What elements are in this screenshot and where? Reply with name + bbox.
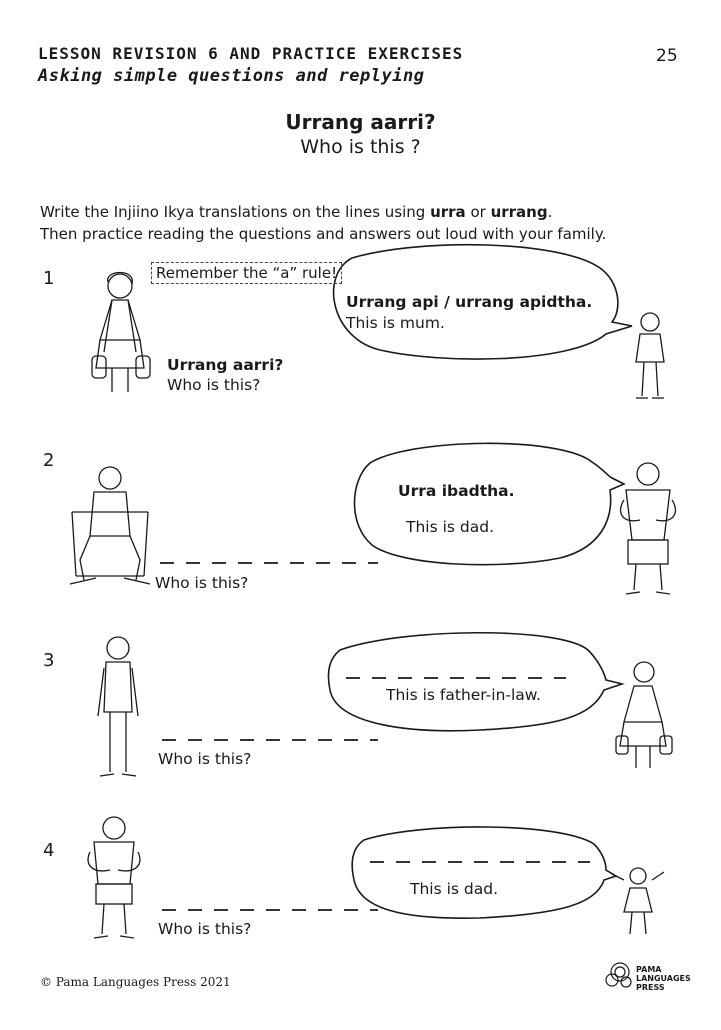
lesson-subheading: Asking simple questions and replying <box>38 66 425 86</box>
exercise-4-question: Who is this? <box>158 920 252 938</box>
logo-line: PRESS <box>636 983 665 992</box>
exercise-1-answer-bold: Urrang api / urrang apidtha. <box>346 293 593 311</box>
exercise-1-question-bold: Urrang aarri? <box>167 356 284 374</box>
speech-bubble-4 <box>352 827 616 918</box>
exercise-2-question: Who is this? <box>155 574 249 592</box>
page-number: 25 <box>656 46 678 66</box>
page-subtitle: Who is this ? <box>300 136 421 158</box>
exercise-4-answer: This is dad. <box>410 880 499 898</box>
exercise-number-3: 3 <box>43 650 55 671</box>
girl-figure <box>612 868 664 934</box>
reminder-box: Remember the “a” rule! <box>151 262 342 284</box>
exercise-1-answer: This is mum. <box>346 314 445 332</box>
instruction-keyword-urrang: urrang <box>490 203 548 221</box>
exercise-number-1: 1 <box>43 268 55 289</box>
instruction-text: . <box>547 203 553 221</box>
instruction-text: Write the Injiino Ikya translations on the lines using <box>40 203 431 221</box>
exercise-number-2: 2 <box>43 450 55 471</box>
boy-figure <box>636 313 664 398</box>
father-in-law-figure <box>98 637 138 776</box>
logo-line: PAMA <box>636 965 662 974</box>
copyright-footer: © Pama Languages Press 2021 <box>40 975 231 989</box>
dad-figure-2 <box>621 463 676 594</box>
grandfather-seated-figure <box>70 467 150 584</box>
exercise-3-answer: This is father-in-law. <box>386 686 541 704</box>
logo-line: LANGUAGES <box>636 974 691 983</box>
page-title: Urrang aarri? <box>285 110 436 134</box>
instruction-keyword-urra: urra <box>430 203 466 221</box>
mum-figure-3 <box>616 662 672 768</box>
exercise-3-question: Who is this? <box>158 750 252 768</box>
speech-bubble-3 <box>328 633 622 731</box>
exercise-1-question: Who is this? <box>167 376 261 394</box>
instruction-text: or <box>465 203 491 221</box>
exercise-2-answer-bold: Urra ibadtha. <box>398 482 515 500</box>
speech-bubble-2 <box>355 443 625 564</box>
instruction-line-2: Then practice reading the questions and answers out loud with your family. <box>40 225 607 243</box>
exercise-2-answer: This is dad. <box>406 518 495 536</box>
instruction-line-1 <box>40 203 552 221</box>
mum-figure <box>92 273 150 393</box>
exercise-number-4: 4 <box>43 840 55 861</box>
pama-logo-mark <box>606 963 631 987</box>
lesson-heading: LESSON REVISION 6 AND PRACTICE EXERCISES <box>38 44 464 63</box>
dad-figure-4 <box>88 817 140 938</box>
publisher-logo-text <box>636 965 691 992</box>
